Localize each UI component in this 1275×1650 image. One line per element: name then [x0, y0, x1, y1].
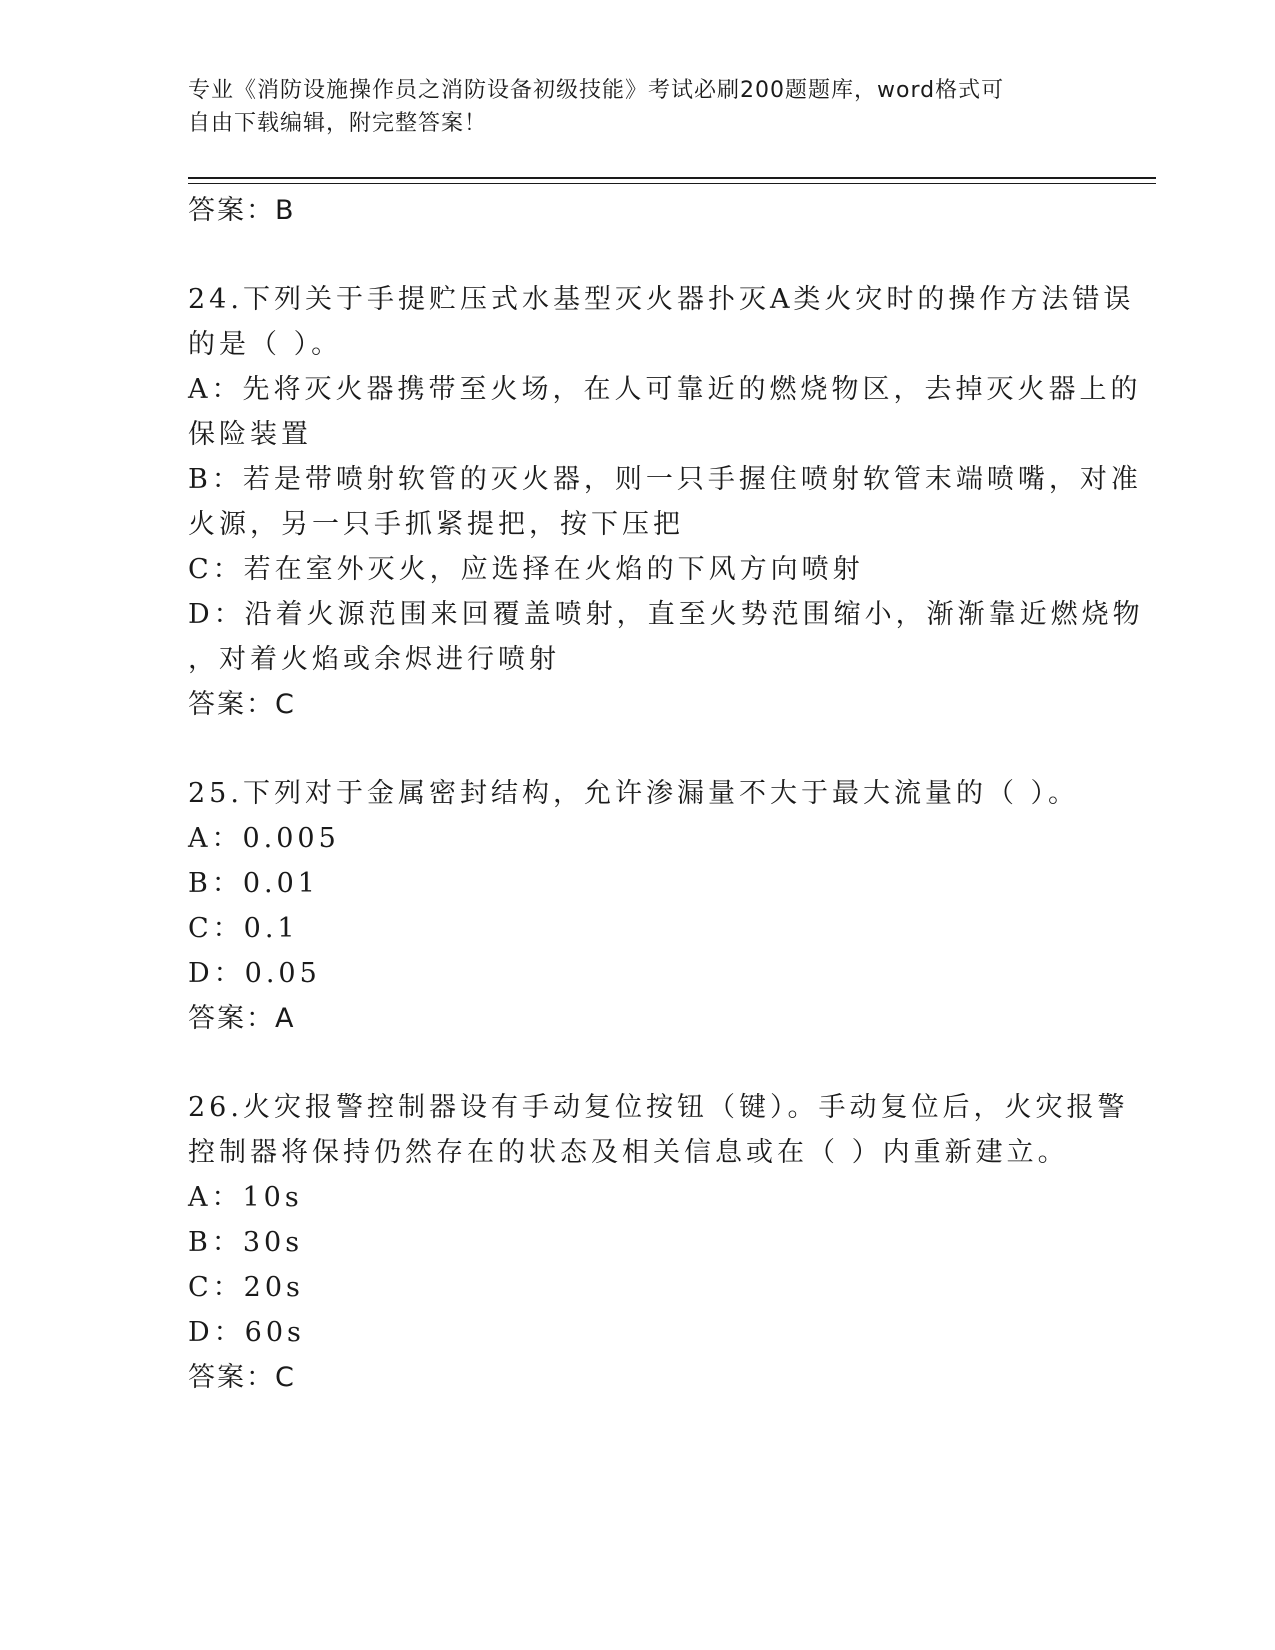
question-24 [188, 277, 1144, 727]
option-b-line: B：0.01 [188, 868, 319, 899]
question-stem-line: 26.火灾报警控制器设有手动复位按钮（键）。手动复位后，火灾报警 [188, 1092, 1129, 1123]
header-divider-thin [188, 183, 1156, 184]
question-list [188, 188, 1144, 1400]
answer-label: 答案：A [188, 1003, 296, 1034]
option-b-line: B：若是带喷射软管的灭火器，则一只手握住喷射软管末端喷嘴，对准 [188, 464, 1142, 495]
answer-label: 答案：C [188, 1362, 296, 1393]
option-d-line: D：0.05 [188, 958, 321, 989]
option-d-line: ，对着火焰或余烬进行喷射 [188, 644, 560, 675]
question-stem-line: 25.下列对于金属密封结构，允许渗漏量不大于最大流量的（ ）。 [188, 778, 1080, 809]
option-d-line: D：沿着火源范围来回覆盖喷射，直至火势范围缩小，渐渐靠近燃烧物 [188, 599, 1144, 630]
previous-answer: 答案：B [188, 195, 296, 226]
option-a-line: A：先将灭火器携带至火场，在人可靠近的燃烧物区，去掉灭火器上的 [188, 374, 1142, 405]
header-line-2: 自由下载编辑，附完整答案！ [188, 111, 488, 136]
header-line-1: 专业《消防设施操作员之消防设备初级技能》考试必刷200题题库，word格式可 [188, 78, 1005, 103]
document-header [188, 74, 1068, 140]
question-stem-line: 24.下列关于手提贮压式水基型灭火器扑灭A类火灾时的操作方法错误 [188, 284, 1135, 315]
option-b-line: B：30s [188, 1227, 304, 1258]
answer-label: 答案：C [188, 689, 296, 720]
option-a-line: A：10s [188, 1182, 303, 1213]
option-a-line: 保险装置 [188, 419, 312, 450]
question-stem-line: 的是（ ）。 [188, 329, 343, 360]
question-25 [188, 771, 1088, 1041]
option-a-line: A：0.005 [188, 823, 340, 854]
option-b-line: 火源，另一只手抓紧提把，按下压把 [188, 509, 684, 540]
option-d-line: D：60s [188, 1317, 305, 1348]
option-c-line: C：若在室外灭火，应选择在火焰的下风方向喷射 [188, 554, 864, 585]
question-stem-line: 控制器将保持仍然存在的状态及相关信息或在（ ）内重新建立。 [188, 1137, 1069, 1168]
option-c-line: C：20s [188, 1272, 304, 1303]
question-26 [188, 1085, 1129, 1400]
option-c-line: C：0.1 [188, 913, 299, 944]
header-divider-thick [188, 177, 1156, 179]
